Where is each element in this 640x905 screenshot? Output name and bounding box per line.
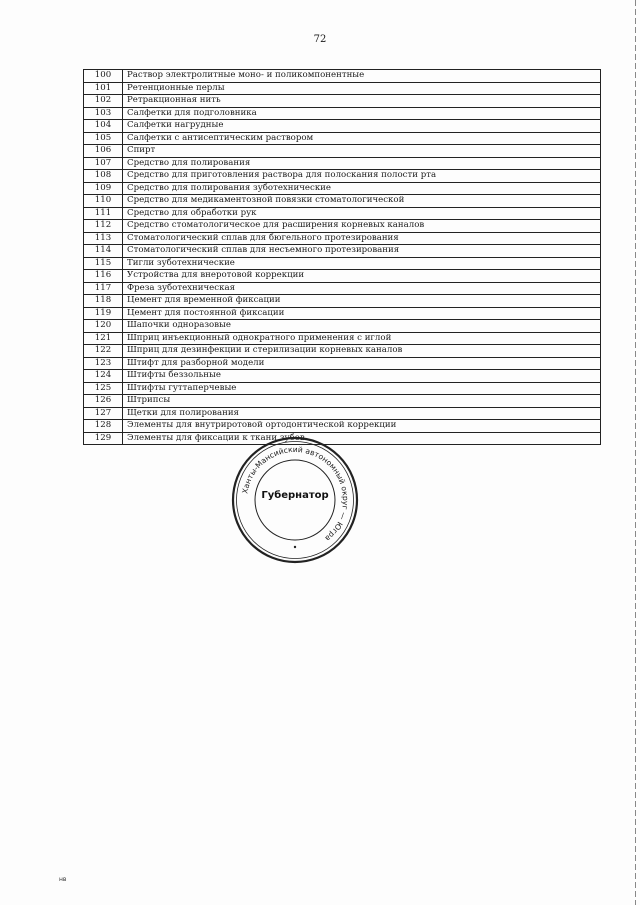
item-name: Устройства для внеротовой коррекции <box>123 270 601 283</box>
row-number: 125 <box>84 382 123 395</box>
row-number: 115 <box>84 257 123 270</box>
seal-ring-text: Ханты-Мансийский автономный округ — Югра <box>240 444 351 544</box>
item-name: Средство для обработки рук <box>123 207 601 220</box>
table-row <box>84 207 601 220</box>
table-row <box>84 307 601 320</box>
table-row <box>84 82 601 95</box>
table-row <box>84 270 601 283</box>
table-row <box>84 395 601 408</box>
table-row <box>84 320 601 333</box>
table-row <box>84 232 601 245</box>
scan-edge-line <box>635 0 636 905</box>
row-number: 120 <box>84 320 123 333</box>
table-row <box>84 195 601 208</box>
row-number: 102 <box>84 95 123 108</box>
item-name: Щетки для полирования <box>123 407 601 420</box>
row-number: 122 <box>84 345 123 358</box>
row-number: 124 <box>84 370 123 383</box>
row-number: 116 <box>84 270 123 283</box>
table-row <box>84 357 601 370</box>
item-name: Шапочки одноразовые <box>123 320 601 333</box>
item-name: Стоматологический сплав для несъемного протезирования <box>123 245 601 258</box>
item-name: Стоматологический сплав для бюгельного протезирования <box>123 232 601 245</box>
row-number: 113 <box>84 232 123 245</box>
item-name: Раствор электролитные моно- и поликомпонентные <box>123 70 601 83</box>
row-number: 117 <box>84 282 123 295</box>
footer-mark: нв <box>59 876 67 883</box>
item-name: Средство для медикаментозной повязки стоматологической <box>123 195 601 208</box>
item-name: Средство стоматологическое для расширения корневых каналов <box>123 220 601 233</box>
table-row <box>84 407 601 420</box>
table-row <box>84 332 601 345</box>
item-name: Спирт <box>123 145 601 158</box>
table-row <box>84 157 601 170</box>
item-name: Средство для полирования <box>123 157 601 170</box>
row-number: 109 <box>84 182 123 195</box>
row-number: 121 <box>84 332 123 345</box>
row-number: 110 <box>84 195 123 208</box>
row-number: 112 <box>84 220 123 233</box>
table-row <box>84 257 601 270</box>
row-number: 128 <box>84 420 123 433</box>
item-name: Фреза зуботехническая <box>123 282 601 295</box>
seal-dot <box>294 546 296 548</box>
table-row <box>84 170 601 183</box>
row-number: 123 <box>84 357 123 370</box>
row-number: 100 <box>84 70 123 83</box>
page-number: 72 <box>313 34 327 45</box>
row-number: 119 <box>84 307 123 320</box>
row-number: 106 <box>84 145 123 158</box>
table-row <box>84 282 601 295</box>
item-name: Ретенционные перлы <box>123 82 601 95</box>
table-row <box>84 95 601 108</box>
table-row <box>84 345 601 358</box>
row-number: 129 <box>84 432 123 445</box>
item-name: Средство для полирования зуботехнические <box>123 182 601 195</box>
row-number: 105 <box>84 132 123 145</box>
row-number: 108 <box>84 170 123 183</box>
item-name: Штрипсы <box>123 395 601 408</box>
table-row <box>84 370 601 383</box>
seal-center-text: Губернатор <box>261 490 329 501</box>
item-name: Цемент для временной фиксации <box>123 295 601 308</box>
row-number: 107 <box>84 157 123 170</box>
item-name: Штифты беззольные <box>123 370 601 383</box>
item-name: Салфетки для подголовника <box>123 107 601 120</box>
table-row <box>84 295 601 308</box>
table-row <box>84 182 601 195</box>
item-name: Тигли зуботехнические <box>123 257 601 270</box>
item-name: Цемент для постоянной фиксации <box>123 307 601 320</box>
row-number: 127 <box>84 407 123 420</box>
row-number: 126 <box>84 395 123 408</box>
table-row <box>84 220 601 233</box>
table-row <box>84 120 601 133</box>
table-row <box>84 382 601 395</box>
table-row <box>84 107 601 120</box>
table-row <box>84 70 601 83</box>
row-number: 103 <box>84 107 123 120</box>
item-name: Шприц инъекционный однократного применения с иглой <box>123 332 601 345</box>
items-table-body <box>84 70 601 445</box>
table-row <box>84 132 601 145</box>
item-name: Шприц для дезинфекции и стерилизации корневых каналов <box>123 345 601 358</box>
item-name: Штифт для разборной модели <box>123 357 601 370</box>
table-row <box>84 145 601 158</box>
items-table <box>83 69 601 445</box>
item-name: Средство для приготовления раствора для полоскания полости рта <box>123 170 601 183</box>
item-name: Салфетки с антисептическим раствором <box>123 132 601 145</box>
table-row <box>84 245 601 258</box>
row-number: 104 <box>84 120 123 133</box>
item-name: Ретракционная нить <box>123 95 601 108</box>
row-number: 118 <box>84 295 123 308</box>
row-number: 101 <box>84 82 123 95</box>
row-number: 114 <box>84 245 123 258</box>
table-row <box>84 420 601 433</box>
item-name: Элементы для внутриротовой ортодонтической коррекции <box>123 420 601 433</box>
item-name: Салфетки нагрудные <box>123 120 601 133</box>
row-number: 111 <box>84 207 123 220</box>
item-name: Штифты гуттаперчевые <box>123 382 601 395</box>
item-name: Элементы для фиксации к ткани зубов <box>123 432 601 445</box>
